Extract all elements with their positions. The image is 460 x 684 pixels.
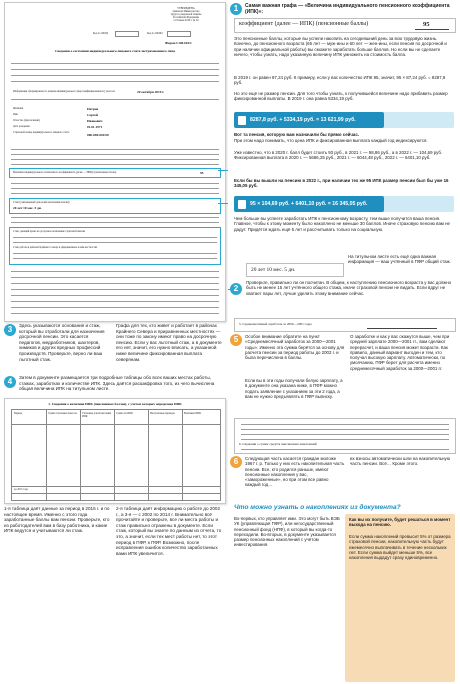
note-3b-text: Графа для тех, кто живет и работает в районах Крайнего Севера и приравненных местностях — они тоже по закону имеют право на досрочную пенсию. Если у вас льготный стаж, а в документе его нет, значит, его нужно вписать, а указанной ниже величине фиксированная выплата северянам. — [116, 323, 222, 362]
section-1-text-8: Чем больше вы успеете заработать ИПК к пенсионному возрасту, тем выше получится ваша пенсия. Главное, чтобы к этому моменту было накоплено не меньше 30 баллов. Иначе страховую пенсию вам не дадут. Придётся ждать ещё 5 лет и рассчитывать только на социальную. — [234, 216, 450, 232]
approved-stamp: УТВЕРЖДЕНА приказом Министерства труда и социальной защиты Российской Федерации от 8 июня 2019 г. № 3н — [170, 7, 202, 23]
north-stazh-label: Стаж работы в районах Крайнего Севера и приравненных к ним местностях — [13, 246, 98, 249]
col-header-period: Период — [14, 412, 23, 415]
savings-title: 6. Сведения о сумме средств пенсионных накоплений — [239, 442, 317, 446]
ipk-table-grid — [11, 409, 221, 501]
field-patronymic-value: Иванович — [87, 119, 103, 123]
note-4-right: 2-я таблица даёт информацию о работе до 2002 г., а 3-я — с 2002 по 2014 г. Внимательно всё прочитайте и проверьте, все ли места работы и стаж правильно отражены в документе. Если стаж, который вы знаете по данным из отчета, то это, а значит, если тех мест работы нет, то этот период в ПФР, к ПФР. Возможно, после исправления ошибок количество заработанных вами ИПК увеличится. — [116, 506, 222, 556]
section-1-text-2: В 2019 г. он равен 87,24 руб. К примеру, если у вас количество ИПК 95, значит, 95 × 87,24 руб. = 8287,8 руб. — [234, 75, 446, 86]
formula-1-box — [234, 112, 454, 128]
note-3-text: Здесь указываются основания и стаж, который вы отработали для назначения досрочной пенсии. Это касается педагогов, медработников, шахтеров, химиков и других вредных профессий производств. Проверьте, верно ли ваш льготный стаж. — [19, 323, 105, 362]
avg-salary-label: 5. Среднемесячный заработок за 2000—2001 годы — [239, 322, 312, 326]
form-title: Сведения о состоянии индивидуального лицевого счета застрахованного лица — [55, 49, 175, 53]
section-5-text-left: Особое внимание обратите на пункт «Среднемесячный заработок за 2000—2001 годы». Именно эта сумма берётся за основу для расчета пенсии за период работы до 2002 г. и была перечислена в баллы. — [245, 334, 345, 361]
formula-2-strip — [234, 196, 384, 212]
calculator-icon — [238, 200, 246, 209]
field-birth-value: 01.01.1971 — [87, 125, 103, 129]
connector-2 — [228, 289, 232, 290]
step-1-badge: 1 — [230, 3, 242, 15]
kod-okud: Код по ОКУД — [93, 32, 109, 35]
ipk-table-paper — [4, 398, 226, 504]
step-6-badge: 6 — [230, 456, 242, 468]
special-stazh-highlight — [9, 227, 221, 265]
section-1-text-5: При этом надо понимать, что цена ИПК и фиксированная выплата каждый год индексируются. — [234, 138, 428, 143]
connector-ipk — [218, 170, 228, 171]
note-4-left: 1-я таблица даёт данные за период в 2015 г. и по настоящее время. Именно с этого года заработанные баллы вам пенсии. Проверьте, кто из работодателей вам в базу работника, и какие ИПК ведутся и учитываются ли стаж. — [4, 506, 110, 534]
date-label: Информация сформирована по данным индивидуального (персонифицированного) учета на — [13, 90, 115, 93]
savings-right-title: Как вы их получите, будет решаться в момент выхода на пенсию. — [349, 517, 451, 528]
section-1-text-6: Уже известно, что в 2020 г. балл будет стоить 93 руб., в 2021 г. — 98,86 руб., а в 2022 г. — 104,69 руб. Фиксированная выплата в 2020 г. — 5686,25 руб., 2021 г. — 6044,48 руб., 2022 г. — 6401,10 руб. — [234, 150, 443, 161]
step-2-badge: 2 — [230, 283, 242, 295]
form-code: Форма СЗИ-ИЛС — [165, 41, 192, 45]
ipk-row-highlight — [9, 168, 221, 178]
right-explanation-column — [228, 0, 460, 684]
savings-right-text: Если сумма накоплений превысит 5% от размера страховой пенсии, накопительную часть будут ежемесячно выплачивать в течение нескольких лет. Если сумма выйдет меньше 5%, все накопления выдадут сразу единовременно. — [349, 534, 451, 561]
step-3-badge: 3 — [4, 324, 16, 336]
stazh-row-label: Стаж (учитываемый для целей назначения пенсии) — [13, 201, 70, 204]
col-header-sum: Сумма по ИПК — [116, 412, 133, 415]
section-6-text-left: Следующая часть касается граждан моложе 1967 г. р. Только у них есть накопительная часть пенсии. Все, кто родился раньше, имеют пенсионные накопления у вас, «замороженные», но при этом все равно каждый год… — [245, 456, 345, 488]
field-surname-label: Фамилия — [13, 107, 24, 110]
col-header-contrib: Сумма страховых взносов — [48, 412, 77, 415]
kod-okpo: Код по ОКПО — [147, 32, 163, 35]
field-patronymic-label: Отчество (при наличии) — [13, 119, 40, 122]
field-birth-label: Дата рождения — [13, 125, 30, 128]
stazh-field-excerpt — [246, 263, 344, 277]
field-snils-label: Страховой номер индивидуального лицевого счета — [13, 131, 70, 134]
ipk-field-label: коэффициент (далее — ИПК) (пенсионные баллы) — [239, 21, 369, 27]
ipk-row-value: 95 — [200, 171, 204, 175]
field-snils-value: 000-000-000 00 — [87, 133, 109, 137]
formula-1-strip — [234, 112, 384, 128]
section-5-text-left-2: Если вы в эти годы получали белую зарплату, а в документе она указана ниже, в ПФР можно подать заявление с указанием за эти 2 года, а вам не нужно предъявлять в ПФР выписку. — [245, 378, 343, 399]
col-header-ipk: Величина ИПК — [184, 412, 201, 415]
special-stazh-label: Стаж, дающий право на досрочное назначение страховой пенсии — [13, 230, 85, 233]
ipk-field-value: 95 — [423, 21, 430, 28]
pension-savings-excerpt — [234, 418, 456, 454]
section-2-label: На титульном листе есть ещё одна важная информация — ваш учтённый в ПФР общий стаж. — [348, 254, 451, 265]
savings-text-left: Во-первых, кто управляет ими. Это могут быть ВЭБ УК (управляющая ПФР), или негосударственный пенсионный фонд (НПФ), в который вы когда-то переходили. Во-вторых, в документе указывается размер пенсионных накоплений с учётом инвестирования. — [234, 516, 340, 548]
step-4-badge: 4 — [4, 376, 16, 388]
formula-2-box — [234, 196, 454, 212]
section-2-text: Проверьте, правильно ли он посчитан. В общем, к наступлению пенсионного возраста у вас должно быть не менее 15 лет учтённого общего стажа, иначе страховой пенсии не видать. Если вдруг не хватает пары лет, лучше уделить этому внимание сейчас. — [246, 280, 452, 296]
stazh-field-value: 20 лет 10 мес. 5 дн. — [251, 266, 296, 273]
stazh-row-value: 20 лет 10 мес. 5 дн. — [13, 206, 42, 210]
section-6-text-right: их взносы автоматически шли на накопительную часть пенсии. Всё… Кроме этого. — [350, 456, 450, 467]
section-1-title: Самая важная графа — «Величина индивидуального пенсионного коэффициента (ИПК)»: — [245, 3, 450, 15]
col-header-nonins: Нестраховые периоды — [150, 412, 175, 415]
savings-highlight-box — [345, 514, 455, 682]
field-name-value: Сергей — [87, 113, 98, 117]
connector-stazh — [218, 203, 228, 204]
okud-box — [115, 31, 139, 37]
savings-question-title: Что можно узнать о накоплениях из документа? — [234, 504, 401, 511]
field-surname-value: Петров — [87, 107, 99, 111]
table-row-first: до 2015 года — [14, 488, 28, 491]
step-5-badge: 5 — [230, 334, 242, 346]
section-1-text-1: Это пенсионные баллы, которые вы успели накопить на сегодняшний день за всю трудовую жизнь. Конечно, до пенсионного возраста (65 лет — муж-ины и 60 лет — жен-ины, если пенсия по досрочной и при наличии официальной работы) вы сможете заработать больше баллов. Но если вы не сделаете ничего, чтобы узнать, надо указанную величину ИПК умножить на стоимость балла. — [234, 36, 447, 57]
form-paper — [4, 2, 226, 322]
ipk-field-excerpt — [234, 18, 456, 33]
date-value: 20 октября 2019 г. — [137, 90, 165, 94]
section-1-text-4: Вот та пенсия, которую вам назначили бы прямо сейчас. — [234, 132, 360, 137]
section-5-text-right: О заработке и как у вас окажутся выше, чем при средней зарплате 2000—2001 гг., вам сделают перерасчет, и ваша пенсия может возрасти. Как правило, данный вариант выгоден и тем, кто получал высокую зарплату. Автоматически, по умолчанию, ПФР берет для расчета именно среднемесячный заработок за 2000—2001 гг. — [350, 334, 450, 371]
note-4-text: Затем в документе размещается три подробные таблицы обо всех ваших местах работы, стажах, заработках и количестве ИПК. Здесь даётся расшифровка того, из чего вычислена общая величина ИПК на титульном листе. — [19, 375, 215, 392]
stazh-row-highlight — [9, 198, 221, 214]
left-document-column — [0, 0, 228, 684]
calculator-icon — [238, 116, 246, 125]
section-1-text-3: Но это ещё не размер пенсии. Для того чтобы узнать, к получившейся величине надо прибавить размер фиксированной выплаты. В 2019 г. она равна 5334,19 руб. — [234, 91, 448, 102]
section-1-text-7: Если бы вы вышли на пенсию в 2022 г., при наличии тех же 95 ИПК размер пенсии был бы уже 16 345,05 руб. — [234, 178, 449, 189]
avg-salary-excerpt — [234, 318, 456, 332]
formula-2-text: 95 × 104,69 руб. + 6401,10 руб. = 16 345,05 руб. — [250, 201, 368, 207]
col-header-counted: Учтенные для исчисления ИПК — [82, 412, 111, 419]
formula-1-text: 8287,8 руб. + 5334,19 руб. = 13 621,99 руб. — [250, 117, 356, 123]
okpo-box — [167, 31, 191, 37]
ipk-table-title: 1. Сведения о величине ИПК (пенсионных баллов), с учетом которых определена ИПК — [48, 402, 182, 406]
field-name-label: Имя — [13, 113, 18, 116]
ipk-row-label: Величина индивидуального пенсионного коэффициента (далее — ИПК) (пенсионные баллы) — [13, 171, 117, 174]
